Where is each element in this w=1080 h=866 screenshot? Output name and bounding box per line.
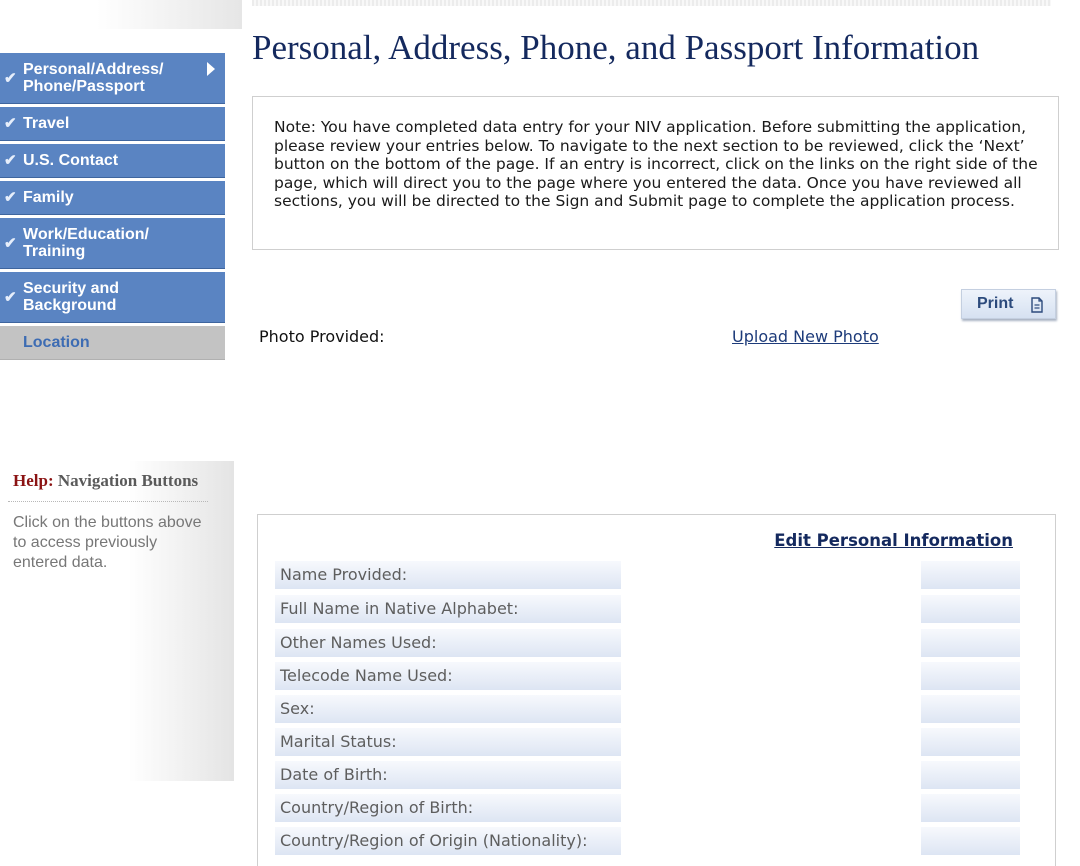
sidebar-item-label: Security and Background [23, 280, 120, 314]
photo-provided-label: Photo Provided: [259, 327, 385, 346]
sidebar-item-family[interactable] [0, 181, 225, 215]
upload-photo-link[interactable]: Upload New Photo [732, 327, 879, 346]
field-label: Name Provided: [275, 561, 621, 589]
note-text: Note: You have completed data entry for your NIV application. Before submitting the application, please review your entries below. To navigate to the next section to be reviewed, click the ‘Next’ button on the bottom of the page. If an entry is incorrect, click on the links on the right side of the page, which will direct you to the page where you entered the data. Once you have reviewed all sections, you will be directed to the Sign and Submit page to complete the application process. [274, 118, 1038, 211]
sidebar-item-label: Travel [23, 115, 70, 132]
field-row [275, 662, 1037, 690]
field-label: Marital Status: [275, 728, 621, 756]
field-value [921, 761, 1020, 789]
field-value [921, 561, 1020, 589]
note-box [252, 96, 1059, 250]
field-label: Country/Region of Birth: [275, 794, 621, 822]
field-row [275, 561, 1037, 589]
field-label: Other Names Used: [275, 629, 621, 657]
sidebar-item-label: Personal/Address/ Phone/Passport [23, 61, 164, 95]
field-label: Date of Birth: [275, 761, 621, 789]
help-title [13, 471, 198, 491]
checkmark-icon: ✔ [4, 69, 17, 87]
field-value [921, 728, 1020, 756]
field-row [275, 695, 1037, 723]
field-value [921, 629, 1020, 657]
sidebar-item-label: Work/Education/ Training [23, 226, 149, 260]
field-row [275, 794, 1037, 822]
field-label: Full Name in Native Alphabet: [275, 595, 621, 623]
field-row [275, 629, 1037, 657]
field-label: Telecode Name Used: [275, 662, 621, 690]
personal-info-section [257, 514, 1056, 866]
sidebar-item-label: Family [23, 189, 74, 206]
field-row [275, 827, 1037, 855]
field-value [921, 662, 1020, 690]
checkmark-icon: ✔ [4, 288, 17, 306]
help-text: Click on the buttons above to access previously entered data. [13, 514, 202, 571]
field-row [275, 595, 1037, 623]
field-label: Sex: [275, 695, 621, 723]
sidebar-top-fade [0, 0, 242, 29]
help-panel [0, 461, 234, 781]
help-prefix: Help: [13, 471, 54, 490]
sidebar-item-work-education[interactable] [0, 218, 225, 269]
checkmark-icon: ✔ [4, 189, 17, 206]
checkmark-icon: ✔ [4, 115, 17, 132]
print-label: Print [977, 295, 1014, 312]
sidebar-item-location[interactable] [0, 326, 225, 360]
field-row [275, 761, 1037, 789]
field-label: Country/Region of Origin (Nationality): [275, 827, 621, 855]
top-decor-strip [252, 0, 1051, 6]
right-arrow-icon [207, 62, 215, 76]
print-button[interactable] [961, 289, 1056, 319]
sidebar-item-us-contact[interactable] [0, 144, 225, 178]
field-value [921, 595, 1020, 623]
sidebar-item-security[interactable] [0, 272, 225, 323]
help-heading: Navigation Buttons [57, 471, 199, 490]
sidebar-item-label: Location [23, 334, 90, 351]
field-value [921, 695, 1020, 723]
sidebar-item-travel[interactable] [0, 107, 225, 141]
sidebar-item-personal[interactable] [0, 53, 225, 104]
sidebar-nav [0, 53, 225, 363]
help-divider [8, 501, 208, 502]
checkmark-icon: ✔ [4, 234, 17, 252]
field-value [921, 827, 1020, 855]
page-title: Personal, Address, Phone, and Passport Information [252, 28, 980, 67]
field-value [921, 794, 1020, 822]
field-row [275, 728, 1037, 756]
sidebar-item-label: U.S. Contact [23, 152, 119, 169]
edit-personal-info-link[interactable]: Edit Personal Information [774, 531, 1013, 550]
document-icon [1030, 297, 1044, 317]
checkmark-icon: ✔ [4, 152, 17, 169]
